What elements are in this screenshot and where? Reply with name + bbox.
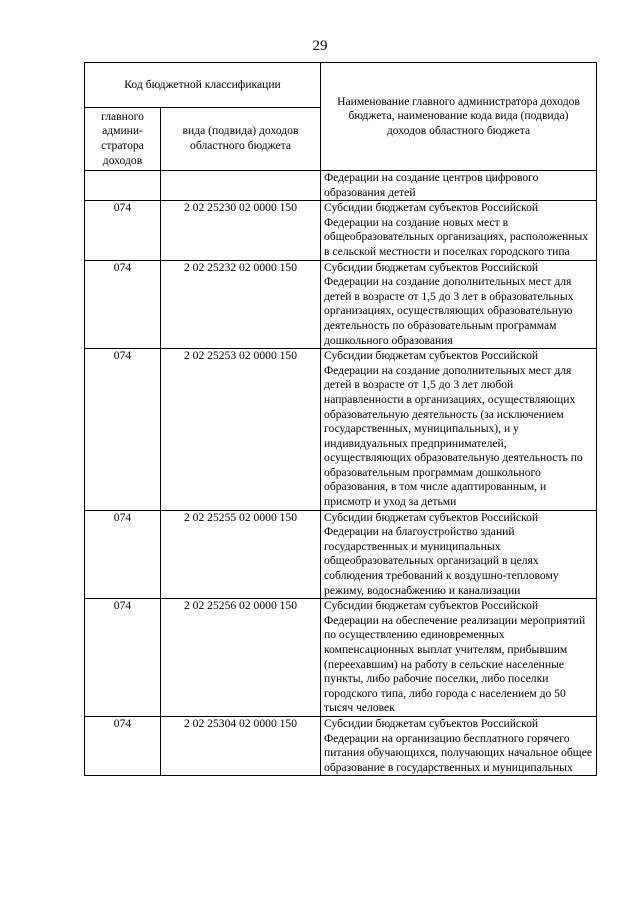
header-administrator-name: Наименование главного администратора доходов бюджета, наименование кода вида (подвида) доходов областного бюджета bbox=[321, 63, 597, 171]
admin-code-cell: 074 bbox=[85, 349, 161, 511]
description-cell: Субсидии бюджетам субъектов Российской Федерации на создание новых мест в общеобразовательных организациях, расположенных в сельской местности и поселках городского типа bbox=[321, 201, 597, 260]
admin-code-cell bbox=[85, 171, 161, 201]
header-income-type: вида (подвида) доходов областного бюджета bbox=[161, 108, 321, 171]
table-row bbox=[85, 171, 597, 201]
description-cell: Федерации на создание центров цифрового образования детей bbox=[321, 171, 597, 201]
budget-classification-table bbox=[84, 62, 597, 776]
table-row bbox=[85, 260, 597, 349]
income-code-cell: 2 02 25256 02 0000 150 bbox=[161, 599, 321, 717]
admin-code-cell: 074 bbox=[85, 201, 161, 260]
income-code-cell: 2 02 25230 02 0000 150 bbox=[161, 201, 321, 260]
admin-code-cell: 074 bbox=[85, 260, 161, 349]
header-main-administrator: главного админи-стратора доходов bbox=[85, 108, 161, 171]
income-code-cell bbox=[161, 171, 321, 201]
description-cell: Субсидии бюджетам субъектов Российской Федерации на обеспечение реализации мероприятий по осуществлению единовременных компенсационных выплат учителям, прибывшим (переехавшим) на работу в сельские населенные пункты, либо рабочие поселки, либо поселки городского типа, либо города с населением до 50 тысяч человек bbox=[321, 599, 597, 717]
description-cell: Субсидии бюджетам субъектов Российской Федерации на организацию бесплатного горячего питания обучающихся, получающих начальное общее образование в государственных и муниципальных bbox=[321, 716, 597, 775]
table-row bbox=[85, 716, 597, 775]
income-code-cell: 2 02 25304 02 0000 150 bbox=[161, 716, 321, 775]
table-row bbox=[85, 599, 597, 717]
description-cell: Субсидии бюджетам субъектов Российской Федерации на создание дополнительных мест для детей в возрасте от 1,5 до 3 лет в образовательных организациях, осуществляющих образовательную деятельность по образовательным программам дошкольного образования bbox=[321, 260, 597, 349]
description-cell: Субсидии бюджетам субъектов Российской Федерации на создание дополнительных мест для детей в возрасте от 1,5 до 3 лет любой направленности в организациях, осуществляющих образовательную деятельность (за исключением государственных, муниципальных), и у индивидуальных предпринимателей, осуществляющих образовательную деятельность по образовательным программам дошкольного образования, в том числе адаптированным, и присмотр и уход за детьми bbox=[321, 349, 597, 511]
table-row bbox=[85, 349, 597, 511]
header-budget-classification-code: Код бюджетной классификации bbox=[85, 63, 321, 108]
table-row bbox=[85, 510, 597, 599]
page-number: 29 bbox=[312, 38, 328, 54]
table-row bbox=[85, 201, 597, 260]
table-header-row bbox=[85, 63, 597, 108]
description-cell: Субсидии бюджетам субъектов Российской Федерации на благоустройство зданий государственных и муниципальных общеобразовательных организаций в целях соблюдения требований к воздушно-тепловому режиму, водоснабжению и канализации bbox=[321, 510, 597, 599]
admin-code-cell: 074 bbox=[85, 599, 161, 717]
income-code-cell: 2 02 25253 02 0000 150 bbox=[161, 349, 321, 511]
admin-code-cell: 074 bbox=[85, 716, 161, 775]
admin-code-cell: 074 bbox=[85, 510, 161, 599]
income-code-cell: 2 02 25232 02 0000 150 bbox=[161, 260, 321, 349]
income-code-cell: 2 02 25255 02 0000 150 bbox=[161, 510, 321, 599]
